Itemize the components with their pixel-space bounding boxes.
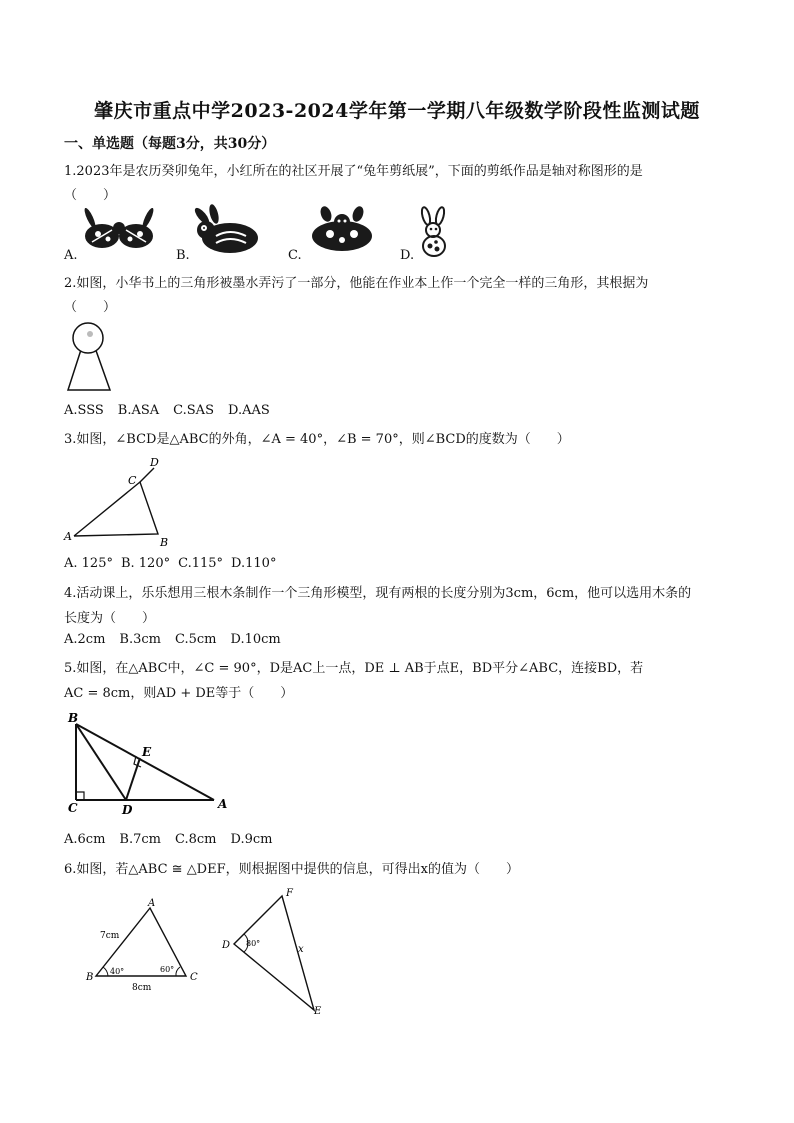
rabbit-papercut-d-image	[414, 206, 454, 258]
q6-triangle-def-figure	[218, 886, 338, 1016]
q6-label-e: E	[314, 1006, 322, 1017]
q4-option-d: D.10cm	[230, 632, 281, 647]
q1-text-line2: （ ）	[64, 188, 117, 203]
section-heading: 一、单选题（每题3分，共30分）	[64, 136, 276, 152]
q2-option-a: A.SSS	[64, 403, 104, 418]
q6-triangle-abc-figure	[84, 896, 204, 996]
q2-options	[64, 403, 284, 418]
rabbit-papercut-a-image	[78, 206, 160, 256]
q5-right-triangle-figure	[64, 712, 234, 822]
rabbit-papercut-c-image	[306, 206, 378, 256]
q5-label-a: A	[218, 797, 228, 811]
q5-label-b: B	[68, 711, 79, 725]
q6-label-d: D	[222, 940, 231, 951]
q2-option-c: C.SAS	[173, 403, 214, 418]
q5-option-c: C.8cm	[174, 832, 217, 847]
q5-option-b: B.7cm	[119, 832, 161, 847]
q3-triangle-figure	[62, 456, 172, 549]
q1-option-b-label: B.	[176, 248, 190, 263]
q5-option-d: D.9cm	[230, 832, 273, 847]
q6-side-bc: 8cm	[132, 983, 152, 993]
q4-text-line1: 4.活动课上，乐乐想用三根木条制作一个三角形模型，现有两根的长度分别为3cm，6cm，他可以选用木条的	[64, 586, 692, 601]
q2-inked-triangle-figure	[62, 320, 122, 400]
q6-angle-c: 60°	[160, 965, 175, 974]
q4-option-a: A.2cm	[64, 632, 106, 647]
q4-option-b: B.3cm	[119, 632, 161, 647]
q2-option-d: D.AAS	[227, 403, 270, 418]
q6-side-x: x	[298, 944, 304, 955]
q3-label-a: A	[64, 530, 72, 543]
q6-angle-b: 40°	[110, 967, 125, 976]
q3-label-c: C	[128, 474, 137, 487]
q4-options	[64, 632, 295, 647]
q3-option-d: D.110°	[231, 556, 277, 571]
q5-label-c: C	[68, 801, 78, 815]
q1-option-d-label: D.	[400, 248, 415, 263]
q3-options	[64, 556, 290, 571]
q6-label-a: A	[148, 898, 156, 909]
q5-label-d: D	[122, 803, 133, 817]
q3-text-line1: 3.如图，∠BCD是△ABC的外角，∠A = 40°，∠B = 70°，则∠BCD的度数为（ ）	[64, 432, 570, 447]
rabbit-papercut-b-image	[192, 206, 262, 256]
q6-label-b: B	[86, 972, 94, 983]
q1-option-a-label: A.	[64, 248, 78, 263]
q3-label-d: D	[150, 456, 159, 469]
q6-angle-d: 80°	[246, 939, 261, 948]
q4-option-c: C.5cm	[174, 632, 217, 647]
q6-text-line1: 6.如图，若△ABC ≅ △DEF，则根据图中提供的信息，可得出x的值为（ ）	[64, 862, 519, 877]
q6-label-f: F	[286, 888, 293, 899]
q1-text-line1: 1.2023年是农历癸卯兔年，小红所在的社区开展了“兔年剪纸展”，下面的剪纸作品是轴对称图形的是	[64, 164, 643, 179]
q5-option-a: A.6cm	[64, 832, 106, 847]
q2-option-b: B.ASA	[117, 403, 160, 418]
q3-option-c: C.115°	[178, 556, 224, 571]
q3-label-b: B	[160, 536, 169, 549]
q6-label-c: C	[190, 972, 198, 983]
page-title: 肇庆市重点中学2023-2024学年第一学期八年级数学阶段性监测试题	[94, 100, 700, 122]
q5-text-line1: 5.如图，在△ABC中，∠C = 90°，D是AC上一点，DE ⊥ AB于点E，BD平分∠ABC，连接BD，若	[64, 661, 644, 676]
q2-text-line2: （ ）	[64, 300, 117, 315]
q4-text-line2: 长度为（ ）	[64, 611, 156, 626]
q6-side-ab: 7cm	[100, 931, 120, 941]
q3-option-a: A. 125°	[64, 556, 113, 571]
q5-label-e: E	[142, 745, 152, 759]
q1-option-c-label: C.	[288, 248, 302, 263]
q5-options	[64, 832, 286, 847]
q2-text-line1: 2.如图，小华书上的三角形被墨水弄污了一部分，他能在作业本上作一个完全一样的三角形，其根据为	[64, 276, 649, 291]
q3-option-b: B. 120°	[120, 556, 171, 571]
q5-text-line2: AC = 8cm，则AD + DE等于（ ）	[64, 686, 294, 701]
